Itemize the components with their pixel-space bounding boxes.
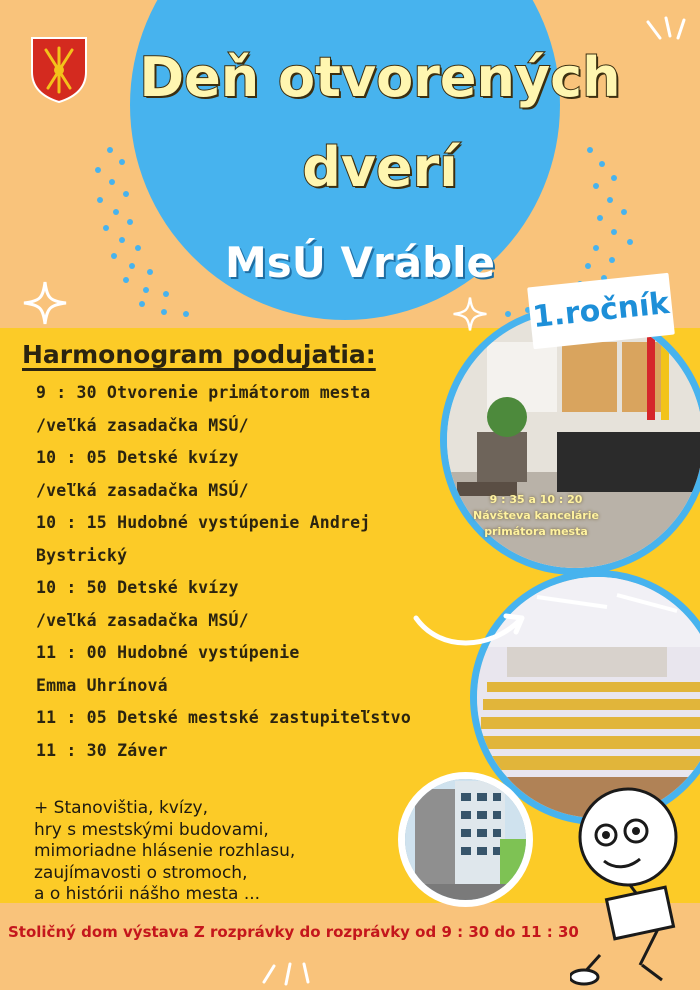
schedule-row: 11 : 00 Hudobné vystúpenie <box>36 643 300 662</box>
schedule-row: /veľká zasadačka MSÚ/ <box>36 610 249 630</box>
extra-line: mimoriadne hlásenie rozhlasu, <box>34 841 296 861</box>
schedule-row: 10 : 05 Detské kvízy <box>36 448 239 467</box>
sparkle-icon <box>22 280 68 326</box>
caption-line-2: primátora mesta <box>484 525 588 538</box>
schedule-row: 9 : 30 Otvorenie primátorom mesta <box>36 383 371 402</box>
schedule-row: /veľká zasadačka MSÚ/ <box>36 415 249 435</box>
burst-strokes-icon <box>256 958 326 988</box>
schedule-row: 10 : 15 Hudobné vystúpenie Andrej <box>36 513 371 532</box>
extra-activities <box>34 798 364 906</box>
edition-badge: 1.ročník <box>527 273 675 350</box>
extra-line: a o histórii nášho mesta ... <box>34 884 261 904</box>
photo-caption <box>466 492 606 540</box>
extra-line: + Stanovištia, kvízy, <box>34 798 208 818</box>
schedule-row: /veľká zasadačka MSÚ/ <box>36 480 249 500</box>
sparkle-icon <box>452 296 488 332</box>
schedule-row: Emma Uhrínová <box>36 675 168 695</box>
program-heading: Harmonogram podujatia: <box>22 340 376 369</box>
exhibition-footer-text: Stoličný dom výstava Z rozprávky do rozprávky od 9 : 30 do 11 : 30 <box>8 923 579 941</box>
schedule-row: 10 : 50 Detské kvízy <box>36 578 239 597</box>
caption-line-1: Návšteva kancelárie <box>473 509 599 522</box>
schedule-row: Bystrický <box>36 545 128 565</box>
page-subtitle: MsÚ Vráble <box>224 238 496 287</box>
program-schedule <box>36 383 466 773</box>
extra-line: zaujímavosti o stromoch, <box>34 862 248 883</box>
caption-time: 9 : 35 a 10 : 20 <box>489 493 583 506</box>
page-title-line-2: dverí <box>302 136 458 199</box>
page-title-line-1: Deň otvorených <box>139 46 621 109</box>
cartoon-figure-illustration <box>570 775 700 987</box>
extra-line: hry s mestskými budovami, <box>34 819 269 840</box>
town-hall-building-photo <box>398 772 533 907</box>
schedule-row: 11 : 30 Záver <box>36 740 168 760</box>
schedule-row: 11 : 05 Detské mestské zastupiteľstvo <box>36 708 411 727</box>
city-crest-icon <box>30 36 88 104</box>
building-illustration <box>405 779 526 900</box>
